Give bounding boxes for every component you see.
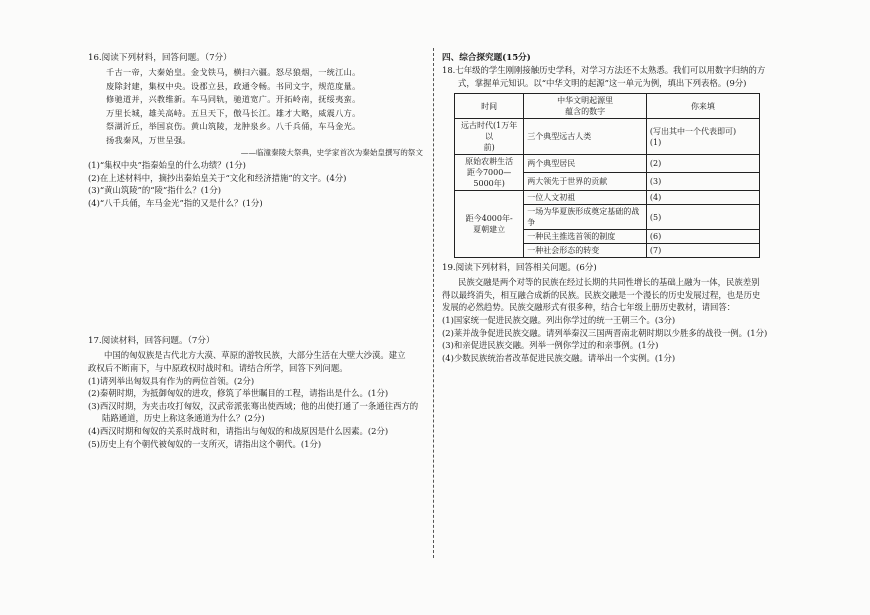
number-cell: 一种民主推选首领的制度	[524, 230, 647, 244]
answer-cell[interactable]: (6)	[646, 230, 759, 244]
poem-line: 祭湖沂丘，举国哀伤。黄山筑陵，龙肿泉乡。八千兵俑，车马金光。	[106, 121, 361, 131]
section-title: 四、综合探究题(15分)	[442, 53, 531, 63]
era-text: 前)	[483, 143, 495, 153]
era-text: 距今4000年-	[465, 214, 513, 224]
q17-question-5: (5)历史上有个朝代被匈奴的一支所灭，请指出这个朝代。(1分)	[88, 438, 322, 449]
right-column	[442, 52, 787, 364]
q16-question-1: (1)“集权中央”指秦始皇的什么功绩？(1分)	[88, 160, 246, 170]
number-cell: 一位人文初祖	[524, 191, 647, 205]
era-cell	[455, 191, 524, 258]
poem-line: 修驰道并，兴教维新。车马同轨，驰道宽广。开拓岭南，抚绥夷蛮。	[106, 94, 361, 104]
answer-cell[interactable]: (7)	[646, 244, 759, 258]
q16-title: 16.阅读下列材料，回答问题。（7分）	[88, 53, 232, 63]
table-row	[455, 155, 760, 173]
q18-title-line: 18.七年级的学生刚刚接触历史学科，对学习方法还不太熟悉。我们可以用数字归纳的方	[442, 65, 766, 75]
q17-material-line: 政权后不断南下，与中原政权时战时和。请结合所学，回答下列问题。	[88, 362, 348, 373]
left-column	[88, 52, 423, 450]
answer-cell[interactable]: (3)	[646, 173, 759, 191]
q17-title: 17.阅读材料，回答问题。（7分）	[88, 336, 215, 347]
q19-material-line: 发展的必然趋势。民族交融形式有很多种，结合七年级上册历史教材，请回答：	[442, 302, 736, 313]
poem-line: 废除封建，集权中央。设郡立县，政通令畅。书同文字，规范度量。	[106, 80, 361, 91]
q16-poem	[88, 66, 423, 147]
era-text: 原始农耕生活	[465, 157, 514, 167]
q16-question-4: (4)“八千兵俑，车马金光”指的又是什么？(1分)	[88, 197, 263, 208]
header-text: 蕴含的数字	[565, 107, 606, 117]
table-row	[455, 191, 760, 205]
header-numbers	[524, 94, 647, 119]
q19-material-line: 民族交融是两个对等的民族在经过长期的共同性增长的基础上融为一体，民族差别	[458, 277, 760, 288]
q19-question-1: (1)国家统一促进民族交融。列出你学过的统一王朝三个。(3分)	[442, 314, 676, 325]
era-cell	[455, 155, 524, 191]
q16-question-3: (3)“黄山筑陵”的“陵”指什么？(1分)	[88, 185, 221, 196]
header-text: 中华文明起源里	[557, 96, 614, 106]
q18-title-line: 式，掌握单元知识。以“中华文明的起源”这一单元为例，填出下列表格。(9分)	[458, 77, 747, 88]
q18-table	[454, 93, 760, 258]
poem-line: 扬我秦风，万世呈强。	[106, 134, 191, 145]
q17-question-3: (3)西汉时期，为夹击攻打匈奴，汉武帝派张骞出使西域；他的出使打通了一条通往西方的	[88, 400, 419, 411]
era-cell	[455, 119, 524, 155]
q17-material-line: 中国的匈奴族是古代北方大漠、草原的游牧民族，大部分生活在大壁大沙漠。建立	[104, 350, 406, 361]
page-divider	[433, 48, 434, 558]
q17-question-1: (1)请列举出匈奴具有作为的两位首领。(2分)	[88, 375, 255, 386]
q19-material-line: 得以最终消失，相互融合成新的民族。民族交融是一个漫长的历史发展过程，也是历史	[442, 289, 761, 300]
table-row	[455, 119, 760, 155]
q16-question-2: (2)在上述材料中，摘抄出秦始皇关于“文化和经济措施”的文字。(4分)	[88, 172, 347, 183]
answer-cell[interactable]: (5)	[646, 205, 759, 230]
answer-cell[interactable]: (4)	[646, 191, 759, 205]
q16-source: ——临潼秦陵大祭典，史学家首次为秦始皇撰写的祭文	[240, 148, 423, 157]
q17-question-2: (2)秦朝时期，为抵御匈奴的进攻，修筑了举世瞩目的工程，请指出是什么。(1分)	[88, 388, 389, 399]
era-text: 夏朝建立	[473, 225, 506, 235]
answer-space	[88, 209, 423, 335]
q17-question-3-cont: 陆路通道，历史上称这条通道为什么？(2分)	[102, 413, 265, 424]
number-cell: 一场为华夏族形成奠定基础的战争	[524, 205, 647, 230]
poem-line: 万里长城，雄关高峙。五旦天下，傲马长江。雄才大略，威震八方。	[106, 107, 361, 118]
q19-question-2: (2)莱并战争促进民族交融。请列举秦汉三国两晋南北朝时期以少胜多的战役一例。(1分)	[442, 327, 768, 338]
answer-hint: (写出其中一个代表即可)	[649, 126, 737, 136]
number-cell: 一种社会形态的转变	[524, 244, 647, 258]
header-fill: 你来填	[646, 94, 759, 119]
q17-question-4: (4)西汉时期和匈奴的关系时战时和，请指出与匈奴的和战原因是什么因素。(2分)	[88, 425, 389, 436]
number-cell: 两个典型居民	[524, 155, 647, 173]
poem-line: 千古一帝，大秦始皇。金戈铁马，横扫六疆。怒尽狼烟，一统江山。	[106, 67, 361, 77]
answer-cell[interactable]: (2)	[646, 155, 759, 173]
era-text: 距今7000—5000年)	[466, 168, 512, 189]
table-header-row	[455, 94, 760, 119]
q19-question-4: (4)少数民族统治者改革促进民族交融。请举出一个实例。(1分)	[442, 352, 676, 363]
number-cell: 两大领先于世界的贡献	[524, 173, 647, 191]
number-cell: 三个典型远古人类	[524, 119, 647, 155]
q19-title: 19.阅读下列材料，回答相关问题。(6分)	[442, 263, 597, 274]
answer-number: (1)	[649, 137, 662, 147]
answer-cell[interactable]	[646, 119, 759, 155]
era-text: 远古时代(1万年以	[461, 121, 518, 142]
q19-question-3: (3)和亲促进民族交融。列举一例你学过的和亲事例。(1分)	[442, 340, 659, 351]
header-time: 时间	[455, 94, 524, 119]
